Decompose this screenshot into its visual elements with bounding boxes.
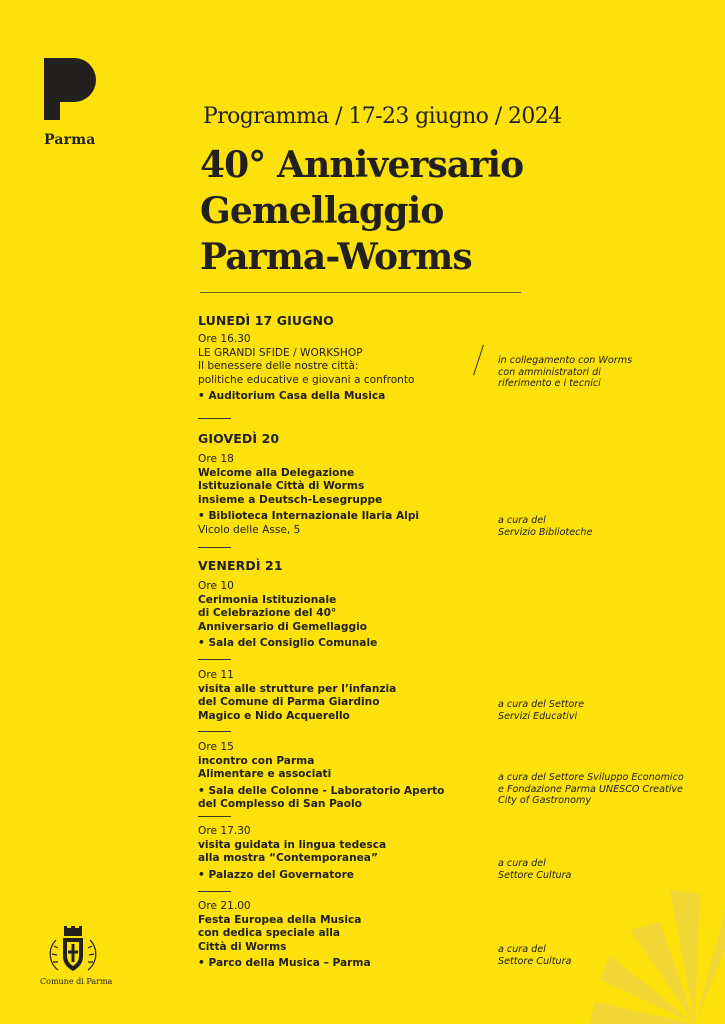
note-line: a cura del bbox=[498, 858, 546, 869]
note-line: City of Gastronomy bbox=[498, 795, 592, 807]
note-divider bbox=[473, 345, 484, 376]
note-line: con amministratori di bbox=[498, 366, 601, 378]
event-note bbox=[498, 858, 571, 881]
day-heading: GIOVEDÌ 20 bbox=[198, 431, 280, 446]
event-location: • Parco della Musica – Parma bbox=[198, 957, 371, 970]
note-line: a cura del Settore bbox=[498, 699, 585, 710]
note-line: a cura del bbox=[498, 515, 546, 526]
event-time: Ore 10 bbox=[198, 580, 234, 592]
event-title: alla mostra “Contemporanea” bbox=[198, 852, 378, 865]
title-line: Parma-Worms bbox=[200, 236, 472, 278]
title-line: Gemellaggio bbox=[200, 190, 444, 232]
event-title: Anniversario di Gemellaggio bbox=[198, 620, 367, 633]
event-item bbox=[198, 580, 377, 651]
event-item bbox=[198, 453, 419, 538]
event-time: Ore 11 bbox=[198, 669, 234, 681]
event-title: Cerimonia Istituzionale bbox=[198, 593, 337, 606]
event-location: • Biblioteca Internazionale Ilaria Alpi bbox=[198, 510, 420, 523]
day-heading: LUNEDÌ 17 GIUGNO bbox=[198, 313, 334, 328]
event-time: Ore 15 bbox=[198, 741, 234, 753]
event-title: Città di Worms bbox=[198, 940, 287, 953]
event-title: visita alle strutture per l’infanzia bbox=[198, 682, 397, 695]
event-description: politiche educative e giovani a confronto bbox=[198, 373, 415, 386]
event-title: Welcome alla Delegazione bbox=[198, 466, 355, 479]
event-title: Istituzionale Città di Worms bbox=[198, 480, 365, 493]
event-note bbox=[498, 944, 571, 967]
event-time: Ore 17.30 bbox=[198, 825, 251, 837]
event-time: Ore 21.00 bbox=[198, 900, 251, 912]
event-item bbox=[198, 333, 415, 404]
event-title: del Comune di Parma Giardino bbox=[198, 696, 380, 709]
note-line: Settore Cultura bbox=[498, 955, 572, 967]
event-title: Alimentare e associati bbox=[198, 768, 332, 781]
crest-label: Comune di Parma bbox=[40, 977, 113, 986]
event-description: Il benessere delle nostre città: bbox=[198, 360, 359, 373]
parma-p-logo-icon bbox=[44, 58, 96, 120]
event-note bbox=[498, 355, 632, 390]
event-title: visita guidata in lingua tedesca bbox=[198, 838, 387, 851]
title-divider bbox=[200, 292, 521, 293]
event-location: • Auditorium Casa della Musica bbox=[198, 390, 386, 403]
note-line: a cura del Settore Sviluppo Economico bbox=[498, 772, 684, 783]
divider bbox=[198, 659, 231, 660]
note-line: Servizi Educativi bbox=[498, 710, 578, 722]
event-address: Vicolo delle Asse, 5 bbox=[198, 523, 301, 536]
event-item bbox=[198, 741, 444, 812]
note-line: e Fondazione Parma UNESCO Creative bbox=[498, 783, 683, 795]
event-title: insieme a Deutsch-Lesegruppe bbox=[198, 493, 383, 506]
event-title: Festa Europea della Musica bbox=[198, 913, 362, 926]
event-location: • Sala del Consiglio Comunale bbox=[198, 637, 378, 650]
event-title: Magico e Nido Acquerello bbox=[198, 709, 350, 722]
note-line: a cura del bbox=[498, 944, 546, 955]
event-title: di Celebrazione del 40° bbox=[198, 607, 337, 620]
event-location: • Sala delle Colonne - Laboratorio Aperto bbox=[198, 784, 445, 797]
brand-name: Parma bbox=[44, 132, 96, 148]
title-line: 40° Anniversario bbox=[200, 144, 524, 186]
divider bbox=[198, 816, 231, 817]
event-time: Ore 18 bbox=[198, 453, 234, 465]
program-dates: Programma / 17-23 giugno / 2024 bbox=[203, 104, 562, 129]
event-note bbox=[498, 699, 584, 722]
day-heading: VENERDÌ 21 bbox=[198, 558, 283, 573]
comune-di-parma-crest-icon bbox=[44, 926, 102, 978]
divider bbox=[198, 731, 231, 732]
sunburst-decoration-icon bbox=[590, 870, 725, 1024]
divider bbox=[198, 547, 231, 548]
event-title: incontro con Parma bbox=[198, 754, 315, 767]
note-line: Settore Cultura bbox=[498, 869, 572, 881]
event-time: Ore 16.30 bbox=[198, 333, 251, 345]
event-note bbox=[498, 515, 592, 538]
divider bbox=[198, 891, 231, 892]
page-title bbox=[200, 142, 523, 280]
event-item bbox=[198, 900, 371, 971]
event-location: del Complesso di San Paolo bbox=[198, 798, 362, 811]
event-location: • Palazzo del Governatore bbox=[198, 868, 354, 881]
event-title: LE GRANDI SFIDE / WORKSHOP bbox=[198, 346, 363, 359]
note-line: riferimento e i tecnici bbox=[498, 378, 601, 390]
event-item bbox=[198, 669, 396, 723]
note-line: Servizio Biblioteche bbox=[498, 526, 593, 538]
event-item bbox=[198, 825, 386, 882]
divider bbox=[198, 418, 231, 419]
event-note bbox=[498, 772, 684, 807]
note-line: in collegamento con Worms bbox=[498, 355, 633, 366]
event-title: con dedica speciale alla bbox=[198, 927, 341, 940]
